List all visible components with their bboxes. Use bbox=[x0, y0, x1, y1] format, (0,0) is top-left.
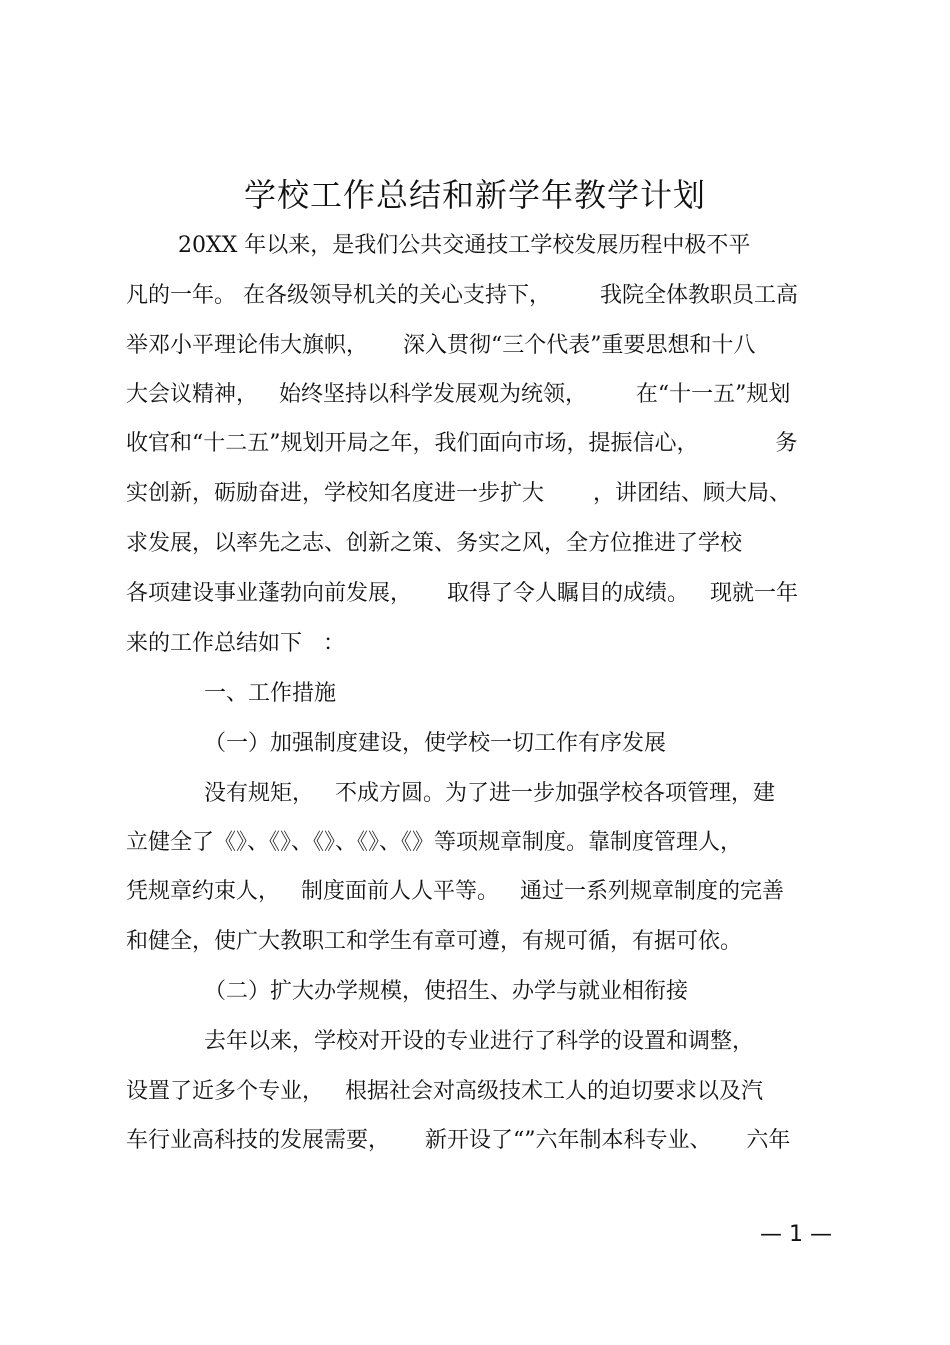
body-line: 凡的一年。 在各级领导机关的关心支持下， 我院全体教职员工高 bbox=[126, 283, 798, 308]
body-line: 去年以来，学校对开设的专业进行了科学的设置和调整， bbox=[204, 1029, 755, 1054]
body-line: 凭规章约束人， 制度面前人人平等。 通过一系列规章制度的完善 bbox=[126, 879, 784, 904]
body-line: 和健全，使广大教职工和学生有章可遵，有规可循，有据可依。 bbox=[126, 929, 743, 954]
subsection-heading: （一）加强制度建设，使学校一切工作有序发展 bbox=[204, 731, 667, 756]
body-line: 收官和“十二五”规划开局之年，我们面向市场，提振信心， 务 bbox=[126, 431, 798, 456]
section-heading: 一、工作措施 bbox=[204, 681, 337, 706]
body-line: 各项建设事业蓬勃向前发展， 取得了令人瞩目的成绩。 现就一年 bbox=[126, 581, 798, 606]
body-line: 举邓小平理论伟大旗帜， 深入贯彻“三个代表”重要思想和十八 bbox=[126, 333, 756, 358]
body-line: 没有规矩， 不成方圆。为了进一步加强学校各项管理，建 bbox=[204, 781, 775, 806]
body-line: 求发展，以率先之志、创新之策、务实之风，全方位推进了学校 bbox=[126, 531, 743, 556]
page-number: — 1 — bbox=[760, 1222, 832, 1247]
body-line: 大会议精神， 始终坚持以科学发展观为统领， 在“十一五”规划 bbox=[126, 382, 791, 407]
body-line: 立健全了《》、《》、《》、《》、《》等项规章制度。靠制度管理人， bbox=[126, 830, 743, 855]
body-line: 车行业高科技的发展需要， 新开设了“”六年制本科专业、 六年 bbox=[126, 1128, 791, 1153]
body-line: 来的工作总结如下 ： bbox=[126, 631, 345, 656]
body-line: 实创新，砺励奋进，学校知名度进一步扩大 ，讲团结、顾大局、 bbox=[126, 481, 791, 506]
body-line: 20XX 年以来，是我们公共交通技工学校发展历程中极不平 bbox=[178, 233, 751, 258]
subsection-heading: （二）扩大办学规模，使招生、办学与就业相衔接 bbox=[204, 979, 689, 1004]
document-title: 学校工作总结和新学年教学计划 bbox=[243, 176, 706, 214]
body-line: 设置了近多个专业， 根据社会对高级技术工人的迫切要求以及汽 bbox=[126, 1079, 763, 1104]
